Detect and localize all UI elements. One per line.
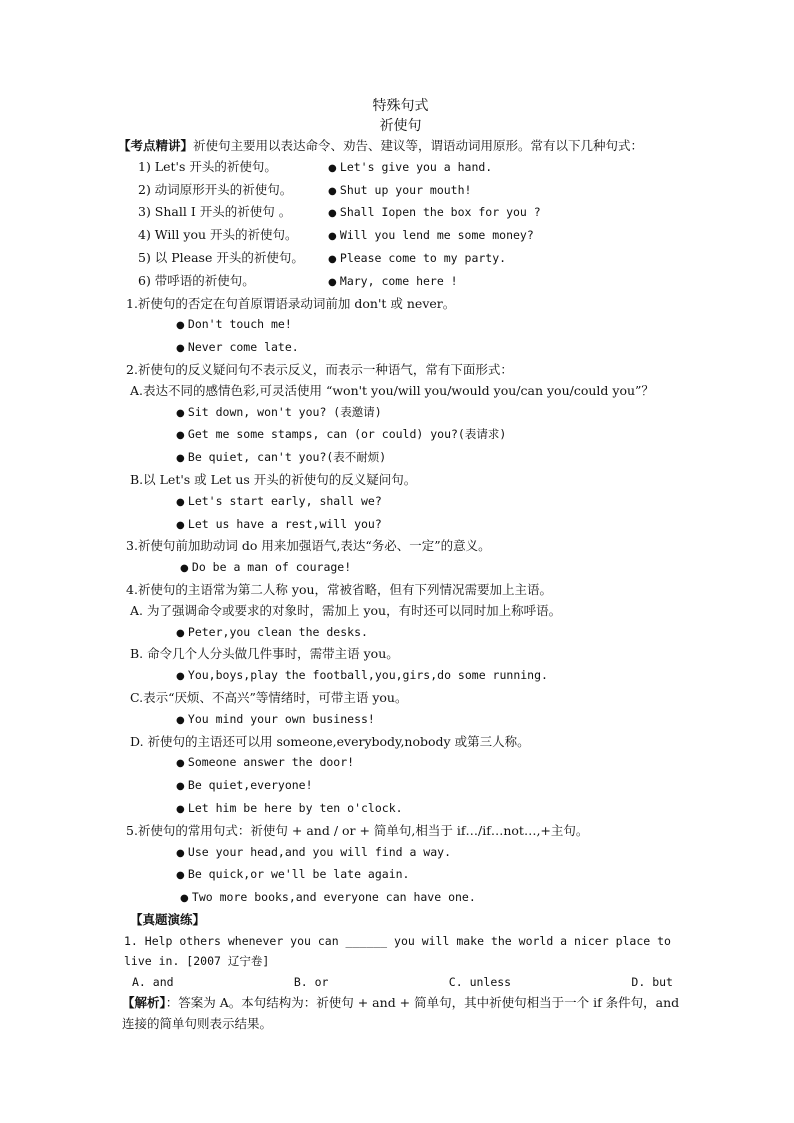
form-label: 3) Shall I 开头的祈使句 。 (138, 204, 292, 220)
section-5-heading: 5.祈使句的常用句式：祈使句 + and / or + 简单句,相当于 if…/if…not…,+主句。 (126, 822, 589, 838)
example-line: ● Someone answer the door! (118, 752, 683, 775)
section-4-heading: 4.祈使句的主语常为第二人称 you，常被省略，但有下列情况需要加上主语。 (126, 581, 553, 597)
analysis-paragraph (118, 993, 683, 1035)
form-label: 6) 带呼语的祈使句。 (138, 272, 255, 288)
section-2a-heading: A.表达不同的感情色彩,可灵活使用 “won't you/will you/would you/can you/could you”？ (130, 382, 654, 398)
example-line: ● Be quiet,everyone! (118, 775, 683, 798)
section-4a-heading: A. 为了强调命令或要求的对象时，需加上 you，有时还可以同时加上称呼语。 (130, 602, 562, 618)
question-options (118, 972, 683, 993)
form-label: 1) Let's 开头的祈使句。 (138, 158, 277, 174)
example-line: ● Do be a man of courage! (118, 557, 683, 580)
form-label: 5) 以 Please 开头的祈使句。 (138, 249, 304, 265)
form-row (118, 157, 683, 180)
example-line: ● Never come late. (118, 337, 683, 360)
form-example: ● Mary, come here ! (328, 271, 458, 294)
form-row (118, 225, 683, 248)
form-example: ● Shut up your mouth! (328, 180, 471, 203)
question-text: 1. Help others whenever you can ______ you will make the world a nicer place to live in. [2007 辽宁卷] (124, 933, 671, 969)
doc-subtitle: 祈使句 (379, 118, 422, 134)
example-line: ● Be quick,or we'll be late again. (118, 864, 683, 887)
intro-paragraph (118, 136, 683, 157)
form-example: ● Will you lend me some money? (328, 225, 534, 248)
section-4d-heading: D. 祈使句的主语还可以用 someone,everybody,nobody 或第三人称。 (130, 733, 530, 749)
form-label: 4) Will you 开头的祈使句。 (138, 227, 298, 243)
form-row (118, 202, 683, 225)
form-row (118, 271, 683, 294)
form-example: ● Let's give you a hand. (328, 157, 492, 180)
section-1-heading: 1.祈使句的否定在句首原谓语录动词前加 don't 或 never。 (126, 295, 456, 311)
form-label: 2) 动词原形开头的祈使句。 (138, 181, 293, 197)
option-b: B. or (293, 975, 329, 990)
example-line: ● Let him be here by ten o'clock. (118, 798, 683, 821)
option-a: A. and (132, 975, 174, 990)
form-example: ● Please come to my party. (328, 248, 506, 271)
section-4b-heading: B. 命令几个人分头做几件事时，需带主语 you。 (130, 646, 399, 662)
practice-label: 【真题演练】 (130, 911, 206, 927)
example-line: ● Let's start early, shall we? (118, 491, 683, 514)
document-body (118, 96, 683, 1035)
analysis-text: ：答案为 A。本句结构为：祈使句 + and + 简单句，其中祈使句相当于一个 if 条件句，and 连接的简单句则表示结果。 (122, 995, 680, 1031)
intro-label: 【考点精讲】 (118, 138, 194, 153)
example-line: ● Peter,you clean the desks. (118, 622, 683, 645)
option-c: C. unless (448, 975, 512, 990)
section-4c-heading: C.表示“厌烦、不高兴”等情绪时，可带主语 you。 (130, 689, 408, 705)
form-row (118, 180, 683, 203)
section-3-heading: 3.祈使句前加助动词 do 用来加强语气,表达“务必、一定”的意义。 (126, 538, 491, 554)
example-line: ● You mind your own business! (118, 709, 683, 732)
example-line: ● Two more books,and everyone can have one. (118, 887, 683, 910)
example-line: ● Get me some stamps, can (or could) you?(表请求) (118, 424, 683, 447)
section-2b-heading: B.以 Let's 或 Let us 开头的祈使句的反义疑问句。 (130, 471, 417, 487)
example-line: ● Let us have a rest,will you? (118, 514, 683, 537)
form-row (118, 248, 683, 271)
intro-text: 祈使句主要用以表达命令、劝告、建议等，谓语动词用原形。常有以下几种句式： (193, 138, 644, 153)
example-line: ● You,boys,play the football,you,girs,do some running. (118, 665, 683, 688)
option-d: D. but (631, 975, 673, 990)
example-line: ● Sit down, won't you? (表邀请) (118, 402, 683, 425)
example-line: ● Be quiet, can't you?(表不耐烦) (118, 447, 683, 470)
example-line: ● Use your head,and you will find a way. (118, 842, 683, 865)
example-line: ● Don't touch me! (118, 314, 683, 337)
section-2-heading: 2.祈使句的反义疑问句不表示反义，而表示一种语气，常有下面形式： (126, 361, 513, 377)
forms-list (118, 157, 683, 294)
form-example: ● Shall Iopen the box for you ? (328, 202, 541, 225)
analysis-label: 【解析】 (122, 995, 166, 1011)
doc-title: 特殊句式 (372, 98, 429, 114)
